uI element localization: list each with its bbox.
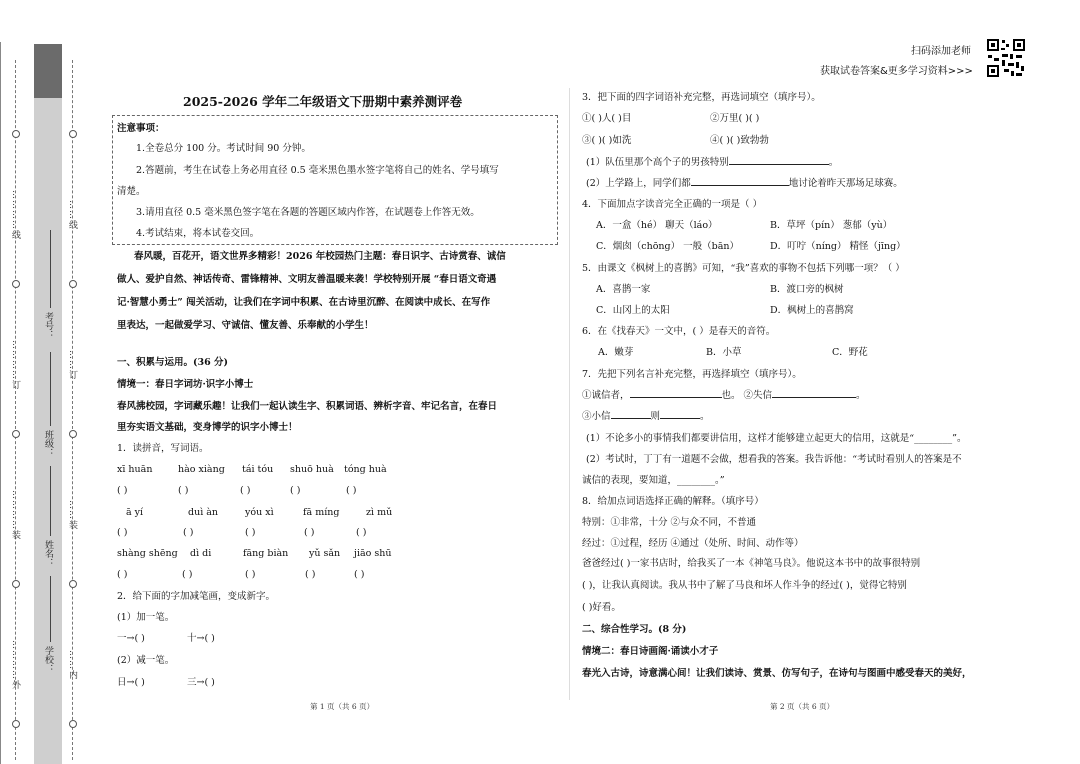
fill-sentence: 诚信的表现，要知道，________。” bbox=[582, 475, 725, 486]
outer-mark-line: …………线 bbox=[10, 190, 20, 240]
notice-item: 4.考试结束，将本试卷交回。 bbox=[136, 228, 260, 239]
answer-box[interactable]: ( ) bbox=[354, 569, 365, 580]
option[interactable]: A．喜鹊一家 bbox=[596, 284, 651, 295]
binding-hole bbox=[69, 430, 77, 438]
pinyin: yǔ sǎn bbox=[309, 548, 341, 559]
question-3: 3．把下面的四字词语补充完整，再选词填空（填序号）。 bbox=[582, 92, 821, 103]
promo-text-2: 获取试卷答案&更多学习资料>>> bbox=[820, 66, 973, 77]
binding-strip-top bbox=[34, 44, 62, 98]
passage-line: ( )好看。 bbox=[582, 602, 621, 613]
pinyin: yóu xì bbox=[245, 507, 274, 518]
idiom-item[interactable]: ①( )人( )目 bbox=[582, 113, 632, 124]
stroke-item[interactable]: 一→( ) bbox=[117, 633, 145, 644]
field-label-class: 班级： bbox=[43, 430, 53, 457]
question-2-1: (1）加一笔。 bbox=[117, 612, 175, 623]
inner-mark-line: ……线 bbox=[67, 200, 77, 230]
option[interactable]: D．叮咛（níng） 精怪（jīng） bbox=[770, 241, 906, 252]
inner-mark-zhuang: ……装 bbox=[67, 500, 77, 530]
option[interactable]: C．山冈上的太阳 bbox=[596, 305, 670, 316]
definition: 经过：①过程，经历 ④通过（处所、时间、动作等） bbox=[582, 538, 804, 549]
pinyin: tái tóu bbox=[242, 464, 274, 475]
notice-item: 2.答题前，考生在试卷上务必用直径 0.5 毫米黑色墨水签字笔将自己的姓名、学号填写 bbox=[136, 165, 499, 176]
question-2: 2．给下面的字加减笔画，变成新字。 bbox=[117, 591, 276, 602]
fill-text: ①诚信者， bbox=[582, 390, 630, 401]
question-4: 4．下面加点字读音完全正确的一项是（ ） bbox=[582, 199, 763, 210]
pinyin: fāng biàn bbox=[243, 548, 289, 559]
field-line-name[interactable] bbox=[50, 466, 51, 536]
binding-hole bbox=[12, 580, 20, 588]
question-1: 1．读拼音，写词语。 bbox=[117, 443, 209, 454]
scene-heading-1: 情境一：春日字词坊·识字小博士 bbox=[117, 379, 254, 390]
pinyin: duì àn bbox=[188, 507, 219, 518]
question-2-2: (2）减一笔。 bbox=[117, 655, 175, 666]
binding-hole bbox=[12, 130, 20, 138]
fill-blank[interactable] bbox=[660, 418, 700, 419]
fill-blank[interactable] bbox=[772, 397, 856, 398]
page-number-1: 第 1 页（共 6 页） bbox=[310, 702, 375, 711]
field-label-name: 姓名： bbox=[43, 540, 53, 567]
binding-hole bbox=[12, 720, 20, 728]
option[interactable]: C．烟囱（chōng） 一般（bān） bbox=[596, 241, 740, 252]
notice-heading: 注意事项： bbox=[117, 123, 165, 134]
option[interactable]: B．小草 bbox=[706, 347, 742, 358]
notice-item: 1.全卷总分 100 分。考试时间 90 分钟。 bbox=[136, 143, 311, 154]
answer-box[interactable]: ( ) bbox=[245, 569, 256, 580]
fill-text: 。 bbox=[700, 411, 710, 422]
question-7: 7．先把下列名言补充完整，再选择填空（填序号）。 bbox=[582, 369, 802, 380]
idiom-item[interactable]: ③( )( )如洗 bbox=[582, 135, 632, 146]
fill-sentence bbox=[586, 156, 838, 170]
pinyin: tóng huà bbox=[344, 464, 387, 475]
field-line-school[interactable] bbox=[50, 576, 51, 642]
fill-text: ③小信 bbox=[582, 411, 611, 422]
binding-hole bbox=[69, 580, 77, 588]
pinyin: shuō huà bbox=[290, 464, 334, 475]
intro-line: 做人、爱护自然、神话传奇、雷锋精神、文明友善温暖来袭！学校特别开展 “春日语文奇遇 bbox=[117, 274, 497, 285]
scene-desc: 春风拂校园，字词藏乐趣！让我们一起认读生字、积累词语、辨析字音、牢记名言，在春日 bbox=[117, 401, 498, 412]
pinyin: dì di bbox=[190, 548, 212, 559]
outer-mark-wai: …………外 bbox=[10, 640, 20, 690]
option[interactable]: B．草坪（pín） 葱郁（yù） bbox=[770, 220, 893, 231]
fill-blank[interactable] bbox=[630, 397, 722, 398]
fill-text: 地讨论着昨天那场足球赛。 bbox=[788, 178, 903, 189]
fill-text: 。 bbox=[828, 157, 839, 168]
intro-line: 春风暖，百花开，语文世界多精彩！2026 年校园热门主题：春日识字、古诗赏春、诚信 bbox=[134, 251, 506, 262]
binding-hole bbox=[69, 720, 77, 728]
stroke-item[interactable]: 十→( ) bbox=[187, 633, 215, 644]
notice-item: 清楚。 bbox=[117, 186, 146, 197]
idiom-item[interactable]: ④( )( )致勃勃 bbox=[710, 135, 769, 146]
binding-hole bbox=[12, 280, 20, 288]
pinyin: jiāo shū bbox=[354, 548, 392, 559]
fill-text: (1）队伍里那个高个子的男孩特别 bbox=[586, 157, 729, 168]
scene-desc: 里夯实语文基础，变身博学的识字小博士！ bbox=[117, 422, 298, 433]
pinyin: hào xiàng bbox=[178, 464, 225, 475]
pinyin: zì mǔ bbox=[366, 507, 393, 518]
answer-box[interactable]: ( ) bbox=[245, 527, 256, 538]
pinyin: ā yí bbox=[126, 507, 144, 518]
field-label-exam-no: 考号： bbox=[43, 312, 53, 339]
question-6: 6．在《找春天》一文中，( ）是春天的音符。 bbox=[582, 326, 776, 337]
pinyin: fā míng bbox=[303, 507, 340, 518]
page-title: 2025-2026 学年二年级语文下册期中素养测评卷 bbox=[183, 94, 463, 109]
answer-box[interactable]: ( ) bbox=[290, 485, 301, 496]
passage-line: ( )，让我认真阅读。我从书中了解了马良和坏人作斗争的经过( )，觉得它特别 bbox=[582, 580, 907, 591]
fill-sentence: (1）不论多小的事情我们都要讲信用，这样才能够建立起更大的信用，这就是“________”。 bbox=[586, 433, 967, 444]
fill-sentence bbox=[586, 177, 903, 191]
field-label-school: 学校： bbox=[43, 646, 53, 673]
fill-blank[interactable] bbox=[611, 418, 651, 419]
outer-mark-zhuang: …………装 bbox=[10, 490, 20, 540]
answer-box[interactable]: ( ) bbox=[346, 485, 357, 496]
notice-box bbox=[112, 115, 558, 245]
fill-text: 。 bbox=[856, 390, 866, 401]
answer-box[interactable]: ( ) bbox=[182, 569, 193, 580]
column-divider bbox=[569, 88, 570, 700]
question-5: 5．由课文《枫树上的喜鹊》可知，“我”喜欢的事物不包括下列哪一项？（ ） bbox=[582, 263, 905, 274]
qr-code-icon bbox=[986, 38, 1026, 78]
fill-text: (2）上学路上，同学们都 bbox=[586, 178, 691, 189]
option[interactable]: D．枫树上的喜鹊窝 bbox=[770, 305, 854, 316]
fill-blank[interactable] bbox=[729, 164, 829, 165]
passage-line: 爸爸经过( )一家书店时，给我买了一本《神笔马良》。他说这本书中的故事很特别 bbox=[582, 558, 921, 569]
answer-box[interactable]: ( ) bbox=[304, 527, 315, 538]
fill-text: 也。 ②失信 bbox=[721, 390, 773, 401]
page-number-2: 第 2 页（共 6 页） bbox=[770, 702, 835, 711]
notice-item: 3.请用直径 0.5 毫米黑色签字笔在各题的答题区域内作答，在试题卷上作答无效。 bbox=[136, 207, 480, 218]
answer-box[interactable]: ( ) bbox=[305, 569, 316, 580]
quote-fill bbox=[582, 389, 866, 403]
definition: 特别：①非常，十分 ②与众不同，不普通 bbox=[582, 517, 757, 528]
inner-mark-nei: ……内 bbox=[67, 650, 77, 680]
promo-text-1: 扫码添加老师 bbox=[911, 46, 971, 57]
intro-line: 里表达，一起做爱学习、守诚信、懂友善、乐奉献的小学生！ bbox=[117, 320, 374, 331]
answer-box[interactable]: ( ) bbox=[117, 569, 128, 580]
field-line-exam-no[interactable] bbox=[50, 230, 51, 308]
answer-box[interactable]: ( ) bbox=[183, 527, 194, 538]
binding-hole bbox=[12, 430, 20, 438]
binding-hole bbox=[69, 280, 77, 288]
binding-hole bbox=[69, 130, 77, 138]
inner-mark-ding: ……订 bbox=[67, 350, 77, 380]
intro-line: 记·智慧小勇士” 闯关活动，让我们在字词中积累、在古诗里沉醉、在阅读中成长、在写作 bbox=[117, 297, 491, 308]
pinyin: xī huān bbox=[117, 464, 153, 475]
option[interactable]: A．一盒（hé） 聊天（láo） bbox=[596, 220, 718, 231]
fill-blank[interactable] bbox=[691, 185, 789, 186]
section-heading-2: 二、综合性学习。(8 分) bbox=[582, 624, 687, 635]
answer-box[interactable]: ( ) bbox=[356, 527, 367, 538]
section-heading-1: 一、积累与运用。(36 分) bbox=[117, 357, 229, 368]
answer-box[interactable]: ( ) bbox=[117, 527, 128, 538]
option[interactable]: A．嫩芽 bbox=[598, 347, 634, 358]
question-8: 8．给加点词语选择正确的解释。（填序号） bbox=[582, 496, 764, 507]
scene-heading-2: 情境二：春日诗画阁·诵读小才子 bbox=[582, 646, 719, 657]
quote-fill bbox=[582, 410, 710, 424]
option[interactable]: C．野花 bbox=[832, 347, 868, 358]
scene-desc: 春光入古诗，诗意满心间！让我们读诗、赏景、仿写句子，在诗句与图画中感受春天的美好， bbox=[582, 668, 972, 679]
field-line-class[interactable] bbox=[50, 352, 51, 426]
option[interactable]: B．渡口旁的枫树 bbox=[770, 284, 844, 295]
answer-box[interactable]: ( ) bbox=[117, 485, 128, 496]
idiom-item[interactable]: ②万里( )( ) bbox=[710, 113, 760, 124]
stroke-item[interactable]: 三→( ) bbox=[187, 677, 215, 688]
answer-box[interactable]: ( ) bbox=[178, 485, 189, 496]
answer-box[interactable]: ( ) bbox=[240, 485, 251, 496]
outer-mark-ding: …………订 bbox=[10, 340, 20, 390]
pinyin: shàng shēng bbox=[117, 548, 178, 559]
fill-text: 则 bbox=[650, 411, 661, 422]
stroke-item[interactable]: 日→( ) bbox=[117, 677, 145, 688]
fill-sentence: (2）考试时，丁丁有一道题不会做，想看我的答案。我告诉他：“考试时看别人的答案是不 bbox=[586, 454, 962, 465]
